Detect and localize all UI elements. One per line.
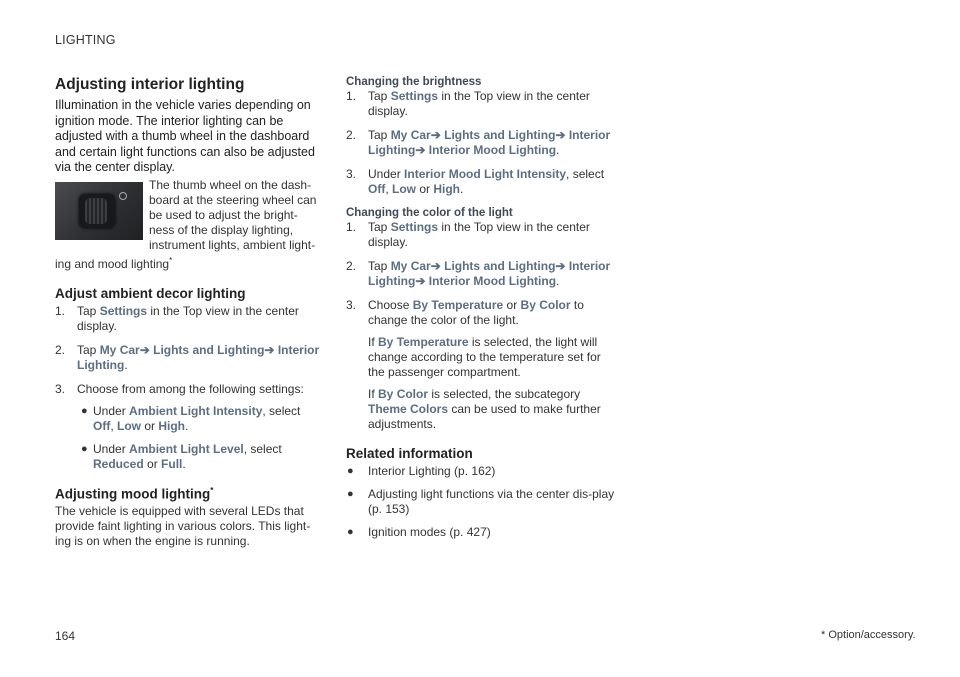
arrow-right-icon: ➔ [415, 143, 426, 157]
related-heading: Related information [346, 446, 473, 461]
settings-link[interactable]: Settings [390, 220, 439, 234]
my-car-link[interactable]: My Car [99, 342, 140, 357]
bullet-icon: ● [347, 488, 354, 500]
brightness-icon [119, 192, 127, 200]
settings-link[interactable]: Settings [390, 89, 439, 103]
option-reduced[interactable]: Reduced [93, 456, 144, 471]
page-title: Adjusting interior lighting [55, 76, 245, 93]
bullet-icon: ● [81, 442, 88, 455]
settings-link[interactable]: Settings [99, 303, 148, 318]
intro-text: Illumination in the vehicle varies depending on ignition mode. The interior lighting can be adjusted with a thumb wheel in the dashboard and certain light functions can also be adjusted via the center display. [55, 98, 315, 174]
ambient-step-2: 2. Tap My Car➔ Lights and Lighting➔ Interior Lighting. [55, 342, 320, 372]
color-step-3: 3. Choose By Temperature or By Color to change the color of the light. If By Temperature is selected, the light will change according to the temperature set for the passenger compartment. If By Color is selected, the subcategory Theme Colors can be used to make further adjustments. [346, 298, 616, 432]
ambient-steps [55, 304, 323, 472]
related-list [346, 464, 616, 540]
arrow-right-icon: ➔ [139, 342, 150, 357]
interior-lighting-link[interactable]: Interior Lighting [368, 128, 611, 157]
arrow-right-icon: ➔ [555, 128, 566, 142]
option-low[interactable]: Low [392, 182, 416, 196]
figure-caption: The thumb wheel on the dash-board at the steering wheel can be used to adjust the bright-ness of the display lighting, instrument lights, ambient light-ing and mood lighting* [55, 177, 317, 271]
theme-colors-option[interactable]: Theme Colors [368, 402, 449, 416]
right-column [346, 76, 616, 548]
by-color-note: If By Color is selected, the subcategory Theme Colors can be used to make further adjustments. [368, 387, 601, 431]
arrow-right-icon: ➔ [555, 259, 566, 273]
color-step-2: 2. Tap My Car➔ Lights and Lighting➔ Interior Lighting➔ Interior Mood Lighting. [346, 259, 611, 288]
ambient-heading: Adjust ambient decor lighting [55, 285, 246, 301]
thumb-wheel-icon [85, 198, 107, 224]
by-temperature-note: If By Temperature is selected, the light will change according to the temperature set for the passenger compartment. [368, 335, 601, 379]
by-temperature-option[interactable]: By Temperature [412, 298, 504, 312]
arrow-right-icon: ➔ [430, 128, 441, 142]
arrow-right-icon: ➔ [415, 274, 426, 288]
bullet-icon: ● [347, 526, 354, 538]
bullet-icon: ● [347, 465, 354, 477]
brightness-step-3: 3. Under Interior Mood Light Intensity, select Off, Low or High. [346, 167, 605, 196]
option-high[interactable]: High [433, 182, 461, 196]
page-number: 164 [55, 629, 76, 643]
color-step-1: 1. Tap Settings in the Top view in the center display. [346, 220, 590, 249]
ambient-level-setting[interactable]: Ambient Light Level [129, 441, 244, 456]
option-off[interactable]: Off [93, 418, 111, 433]
brightness-step-2: 2. Tap My Car➔ Lights and Lighting➔ Interior Lighting➔ Interior Mood Lighting. [346, 128, 611, 157]
option-footnote-mark: * [169, 255, 173, 265]
lights-and-lighting-link[interactable]: Lights and Lighting [444, 259, 556, 273]
my-car-link[interactable]: My Car [390, 259, 431, 273]
related-link[interactable]: ● Interior Lighting (p. 162) [347, 464, 496, 478]
footnote: * Option/accessory. [821, 629, 916, 641]
interior-mood-lighting-link[interactable]: Interior Mood Lighting [428, 143, 557, 157]
thumb-wheel-figure [55, 178, 323, 272]
ambient-step-1: 1. Tap Settings in the Top view in the center display. [55, 303, 299, 333]
ambient-step-3: 3. Choose from among the following settings: ● Under Ambient Light Intensity, select Off, Low or High. ● Under Ambient Light Level, select Reduced or Full. [55, 382, 323, 472]
option-high[interactable]: High [158, 418, 186, 433]
brightness-step-1: 1. Tap Settings in the Top view in the center display. [346, 89, 590, 118]
lights-and-lighting-link[interactable]: Lights and Lighting [153, 342, 265, 357]
lights-and-lighting-link[interactable]: Lights and Lighting [444, 128, 556, 142]
color-heading: Changing the color of the light [346, 207, 513, 219]
thumb-wheel-image [55, 182, 143, 240]
mood-heading: Adjusting mood lighting* [55, 485, 214, 501]
left-column [55, 76, 323, 549]
brightness-heading: Changing the brightness [346, 76, 482, 88]
related-link[interactable]: ● Adjusting light functions via the center dis-play (p. 153) [347, 487, 615, 516]
ambient-options [77, 404, 323, 472]
ambient-option-intensity: ● Under Ambient Light Intensity, select Off, Low or High. [81, 403, 301, 433]
color-steps [346, 220, 616, 432]
bullet-icon: ● [81, 404, 88, 417]
related-link[interactable]: ● Ignition modes (p. 427) [347, 525, 491, 539]
option-off[interactable]: Off [368, 182, 386, 196]
ambient-option-level: ● Under Ambient Light Level, select Reduced or Full. [81, 441, 282, 471]
option-low[interactable]: Low [117, 418, 141, 433]
by-color-option[interactable]: By Color [520, 298, 571, 312]
ambient-intensity-setting[interactable]: Ambient Light Intensity [129, 403, 263, 418]
my-car-link[interactable]: My Car [390, 128, 431, 142]
option-full[interactable]: Full [161, 456, 183, 471]
section-header: LIGHTING [55, 33, 116, 47]
arrow-right-icon: ➔ [264, 342, 275, 357]
mood-intensity-setting[interactable]: Interior Mood Light Intensity [404, 167, 567, 181]
mood-text: The vehicle is equipped with several LEDs that provide faint lighting in various colors. This light-ing is on when the engine is running. [55, 504, 311, 548]
interior-lighting-link[interactable]: Interior Lighting [368, 259, 611, 288]
interior-lighting-link[interactable]: Interior Lighting [77, 342, 320, 372]
interior-mood-lighting-link[interactable]: Interior Mood Lighting [428, 274, 557, 288]
brightness-steps [346, 89, 616, 197]
arrow-right-icon: ➔ [430, 259, 441, 273]
